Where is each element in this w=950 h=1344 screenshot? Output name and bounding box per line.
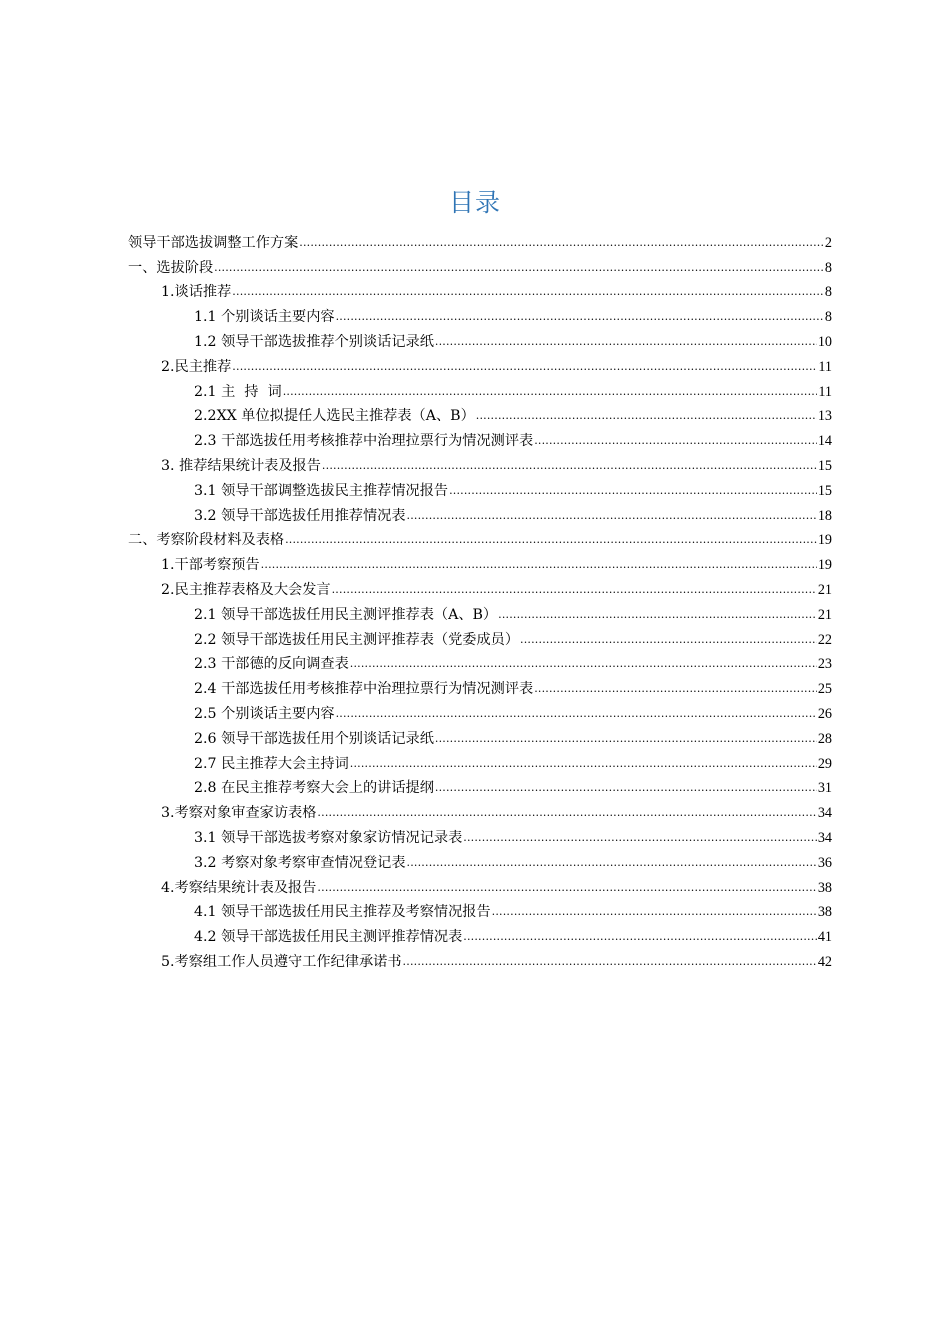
toc-entry[interactable] xyxy=(128,526,832,551)
toc-entry-title: 2.2XX 单位拟提任人选民主推荐表（A、B） xyxy=(194,408,475,425)
toc-entry-title: 2.民主推荐 xyxy=(161,358,232,375)
toc-entry-page-number: 2 xyxy=(824,234,832,251)
toc-dot-leader xyxy=(350,655,817,673)
toc-dot-leader xyxy=(435,333,817,351)
toc-entry-page-number: 8 xyxy=(824,284,832,301)
toc-entry-title: 4.1 领导干部选拔任用民主推荐及考察情况报告 xyxy=(194,904,491,921)
toc-dot-leader xyxy=(435,779,817,797)
toc-dot-leader xyxy=(403,953,817,971)
toc-entry[interactable] xyxy=(128,650,832,675)
toc-title: 目录 xyxy=(448,188,501,217)
toc-dot-leader xyxy=(463,829,817,847)
toc-entry-title: 1.2 领导干部选拔推荐个别谈话记录纸 xyxy=(194,333,434,350)
toc-entry-title: 3. 推荐结果统计表及报告 xyxy=(161,457,321,474)
toc-dot-leader xyxy=(534,680,817,698)
toc-entry-page-number: 8 xyxy=(824,259,832,276)
toc-entry-title: 2.7 民主推荐大会主持词 xyxy=(194,755,349,772)
toc-entry-page-number: 15 xyxy=(817,457,832,474)
toc-entry[interactable] xyxy=(128,253,832,278)
toc-entry-title: 3.考察对象审查家访表格 xyxy=(161,805,317,822)
toc-dot-leader xyxy=(449,482,817,500)
toc-dot-leader xyxy=(350,755,817,773)
toc-entry-title: 2.5 个别谈话主要内容 xyxy=(194,705,335,722)
toc-dot-leader xyxy=(332,581,817,599)
toc-entry[interactable] xyxy=(128,699,832,724)
toc-entry[interactable] xyxy=(128,674,832,699)
toc-dot-leader xyxy=(317,804,816,822)
toc-entry-page-number: 14 xyxy=(817,433,832,450)
toc-entry-title: 2.4 干部选拔任用考核推荐中治理拉票行为情况测评表 xyxy=(194,681,534,698)
toc-entry[interactable] xyxy=(128,451,832,476)
toc-entry-page-number: 38 xyxy=(817,879,832,896)
toc-entry[interactable] xyxy=(128,550,832,575)
toc-entry-title: 2.3 干部选拔任用考核推荐中治理拉票行为情况测评表 xyxy=(194,433,534,450)
toc-entry-title: 领导干部选拔调整工作方案 xyxy=(128,234,299,251)
toc-dot-leader xyxy=(407,507,817,525)
toc-entry[interactable] xyxy=(128,327,832,352)
toc-entry-title: 3.1 领导干部选拔考察对象家访情况记录表 xyxy=(194,829,463,846)
toc-entry-title: 3.2 领导干部选拔任用推荐情况表 xyxy=(194,507,406,524)
toc-entry[interactable] xyxy=(128,625,832,650)
toc-entry[interactable] xyxy=(128,798,832,823)
toc-entry-page-number: 19 xyxy=(817,557,832,574)
toc-entry-title: 2.8 在民主推荐考察大会上的讲话提纲 xyxy=(194,780,434,797)
toc-dot-leader xyxy=(285,531,817,549)
toc-dot-leader xyxy=(476,407,817,425)
toc-entry-title: 2.1 领导干部选拔任用民主测评推荐表（A、B） xyxy=(194,606,498,623)
toc-entry-page-number: 34 xyxy=(817,829,832,846)
toc-dot-leader xyxy=(317,879,816,897)
toc-entry[interactable] xyxy=(128,426,832,451)
toc-dot-leader xyxy=(435,730,817,748)
toc-dot-leader xyxy=(299,234,824,252)
toc-entry[interactable] xyxy=(128,402,832,427)
toc-entry-page-number: 8 xyxy=(824,309,832,326)
toc-entry-title: 2.2 领导干部选拔任用民主测评推荐表（党委成员） xyxy=(194,631,520,648)
toc-entry[interactable] xyxy=(128,823,832,848)
toc-entry-title: 1.1 个别谈话主要内容 xyxy=(194,309,335,326)
toc-dot-leader xyxy=(214,259,824,277)
toc-entry-title: 2.1 主 持 词 xyxy=(194,383,282,400)
table-of-contents xyxy=(128,228,832,972)
toc-entry-page-number: 25 xyxy=(817,681,832,698)
toc-entry-page-number: 21 xyxy=(817,581,832,598)
toc-dot-leader xyxy=(407,854,817,872)
toc-entry-page-number: 18 xyxy=(817,507,832,524)
toc-entry[interactable] xyxy=(128,873,832,898)
toc-entry-title: 4.2 领导干部选拔任用民主测评推荐情况表 xyxy=(194,929,463,946)
toc-entry-page-number: 42 xyxy=(817,953,832,970)
toc-dot-leader xyxy=(336,308,824,326)
toc-dot-leader xyxy=(492,903,817,921)
toc-entry-title: 4.考察结果统计表及报告 xyxy=(161,879,317,896)
toc-dot-leader xyxy=(498,606,817,624)
toc-entry-page-number: 41 xyxy=(817,929,832,946)
toc-entry-page-number: 15 xyxy=(817,482,832,499)
toc-entry-title: 二、考察阶段材料及表格 xyxy=(128,532,285,549)
toc-entry[interactable] xyxy=(128,922,832,947)
toc-dot-leader xyxy=(463,928,817,946)
toc-entry-title: 1.干部考察预告 xyxy=(161,557,260,574)
toc-entry[interactable] xyxy=(128,352,832,377)
toc-entry-page-number: 19 xyxy=(817,532,832,549)
toc-entry[interactable] xyxy=(128,724,832,749)
toc-dot-leader xyxy=(534,432,817,450)
toc-entry[interactable] xyxy=(128,278,832,303)
toc-entry-page-number: 11 xyxy=(818,383,832,400)
toc-entry[interactable] xyxy=(128,600,832,625)
toc-entry[interactable] xyxy=(128,575,832,600)
toc-entry-page-number: 11 xyxy=(818,358,832,375)
toc-dot-leader xyxy=(232,283,824,301)
toc-dot-leader xyxy=(336,705,817,723)
toc-entry-title: 2.6 领导干部选拔任用个别谈话记录纸 xyxy=(194,730,434,747)
toc-entry[interactable] xyxy=(128,228,832,253)
toc-entry-page-number: 28 xyxy=(817,730,832,747)
toc-entry-page-number: 10 xyxy=(817,333,832,350)
toc-entry-page-number: 13 xyxy=(817,408,832,425)
toc-entry-title: 2.3 干部德的反向调查表 xyxy=(194,656,349,673)
toc-entry[interactable] xyxy=(128,302,832,327)
toc-entry-page-number: 31 xyxy=(817,780,832,797)
toc-entry-page-number: 22 xyxy=(817,631,832,648)
toc-entry-page-number: 38 xyxy=(817,904,832,921)
toc-dot-leader xyxy=(520,631,817,649)
toc-dot-leader xyxy=(283,383,818,401)
toc-entry-title: 1.谈话推荐 xyxy=(161,284,232,301)
toc-entry-page-number: 29 xyxy=(817,755,832,772)
toc-entry-page-number: 23 xyxy=(817,656,832,673)
toc-entry-title: 3.1 领导干部调整选拔民主推荐情况报告 xyxy=(194,482,449,499)
toc-entry-page-number: 21 xyxy=(817,606,832,623)
toc-dot-leader xyxy=(261,556,817,574)
toc-entry[interactable] xyxy=(128,377,832,402)
toc-entry-title: 一、选拔阶段 xyxy=(128,259,214,276)
toc-entry-title: 5.考察组工作人员遵守工作纪律承诺书 xyxy=(161,953,402,970)
toc-entry[interactable] xyxy=(128,476,832,501)
toc-entry-page-number: 34 xyxy=(817,805,832,822)
toc-entry[interactable] xyxy=(128,947,832,972)
toc-entry[interactable] xyxy=(128,898,832,923)
toc-dot-leader xyxy=(322,457,817,475)
toc-entry-title: 3.2 考察对象考察审查情况登记表 xyxy=(194,854,406,871)
toc-entry-title: 2.民主推荐表格及大会发言 xyxy=(161,581,331,598)
toc-entry[interactable] xyxy=(128,774,832,799)
toc-entry[interactable] xyxy=(128,501,832,526)
toc-entry[interactable] xyxy=(128,749,832,774)
toc-entry[interactable] xyxy=(128,848,832,873)
toc-entry-page-number: 26 xyxy=(817,705,832,722)
toc-entry-page-number: 36 xyxy=(817,854,832,871)
toc-dot-leader xyxy=(232,358,817,376)
